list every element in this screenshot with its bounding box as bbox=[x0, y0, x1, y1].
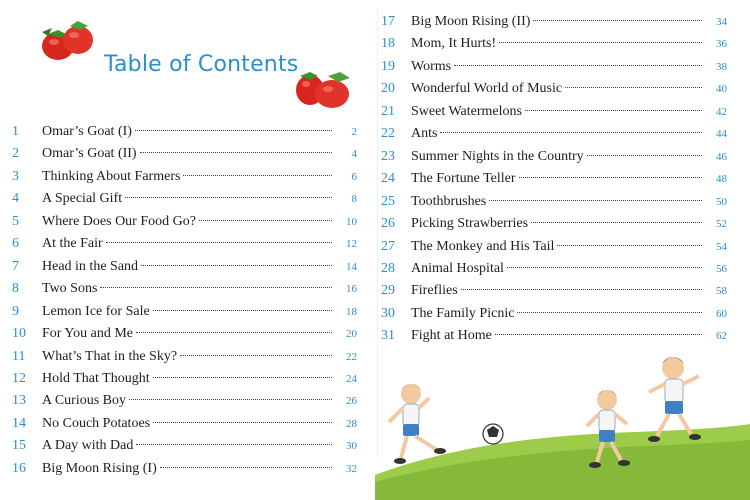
toc-entry-number: 3 bbox=[12, 168, 19, 184]
toc-leader-dots bbox=[440, 132, 702, 133]
toc-entry-page: 16 bbox=[346, 283, 357, 296]
toc-entry[interactable] bbox=[12, 191, 357, 213]
toc-entry-title: Summer Nights in the Country bbox=[411, 148, 584, 164]
toc-leader-dots bbox=[531, 222, 702, 223]
toc-entry-page: 54 bbox=[716, 240, 727, 253]
toc-entry-title: Wonderful World of Music bbox=[411, 81, 563, 97]
toc-entry-title: Lemon Ice for Sale bbox=[42, 303, 150, 319]
toc-entry-title: For You and Me bbox=[42, 326, 134, 342]
toc-entry-page: 44 bbox=[716, 128, 727, 141]
toc-entry-page: 12 bbox=[346, 238, 357, 251]
toc-entry[interactable] bbox=[12, 281, 357, 303]
toc-leader-dots bbox=[199, 220, 332, 221]
toc-entry-title: Ants bbox=[411, 126, 438, 142]
kids-playing-soccer-illustration bbox=[375, 340, 750, 500]
toc-entry-page: 52 bbox=[716, 218, 727, 231]
toc-entry-title: The Fortune Teller bbox=[411, 171, 516, 187]
toc-entry-number: 14 bbox=[12, 415, 26, 431]
page-title: Table of Contents bbox=[104, 52, 299, 77]
toc-leader-dots bbox=[141, 265, 332, 266]
toc-entry-page: 46 bbox=[716, 150, 727, 163]
toc-leader-dots bbox=[565, 87, 702, 88]
toc-entry-title: Picking Strawberries bbox=[411, 216, 529, 232]
toc-leader-dots bbox=[183, 175, 332, 176]
toc-entry-title: The Family Picnic bbox=[411, 305, 515, 321]
toc-entry[interactable] bbox=[381, 261, 727, 283]
toc-entry-number: 1 bbox=[12, 124, 19, 139]
toc-entry-title: Mom, It Hurts! bbox=[411, 36, 497, 52]
toc-entry-page: 38 bbox=[716, 60, 727, 73]
toc-leader-dots bbox=[125, 197, 332, 198]
toc-entry-page: 48 bbox=[716, 173, 727, 186]
toc-entry-title: The Monkey and His Tail bbox=[411, 238, 555, 254]
toc-leader-dots bbox=[153, 377, 332, 378]
toc-entry-number: 30 bbox=[381, 305, 395, 321]
toc-entry-title: Worms bbox=[411, 58, 452, 74]
toc-entry[interactable] bbox=[12, 214, 357, 236]
toc-entry-title: Omar’s Goat (II) bbox=[42, 146, 137, 162]
toc-entry-number: 5 bbox=[12, 213, 19, 229]
toc-entry-page: 2 bbox=[351, 126, 357, 138]
toc-entry[interactable] bbox=[381, 149, 727, 171]
toc-entry[interactable] bbox=[12, 259, 357, 281]
toc-leader-dots bbox=[153, 310, 332, 311]
toc-entry-page: 14 bbox=[346, 260, 357, 273]
toc-entry-page: 42 bbox=[716, 105, 727, 118]
toc-entry-page: 4 bbox=[351, 148, 357, 161]
toc-leader-dots bbox=[135, 130, 332, 131]
toc-entry-page: 40 bbox=[716, 83, 727, 96]
toc-entry-number: 17 bbox=[381, 14, 395, 29]
toc-entry-number: 2 bbox=[12, 146, 19, 162]
toc-leader-dots bbox=[525, 110, 702, 111]
toc-entry-number: 31 bbox=[381, 328, 395, 344]
toc-entry-page: 20 bbox=[346, 328, 357, 341]
toc-entry[interactable] bbox=[381, 104, 727, 126]
toc-entry-page: 32 bbox=[346, 462, 357, 475]
toc-entry-page: 50 bbox=[716, 195, 727, 208]
toc-entry-title: A Special Gift bbox=[42, 191, 123, 207]
toc-entry-title: Two Sons bbox=[42, 281, 98, 297]
toc-entry[interactable] bbox=[12, 304, 357, 326]
toc-leader-dots bbox=[461, 289, 702, 290]
toc-entry-number: 7 bbox=[12, 258, 19, 274]
toc-entry-number: 27 bbox=[381, 238, 395, 254]
toc-entry[interactable] bbox=[12, 461, 357, 483]
toc-entry-page: 28 bbox=[346, 417, 357, 430]
toc-entry[interactable] bbox=[12, 371, 357, 393]
toc-entry[interactable] bbox=[381, 14, 727, 36]
toc-entry-title: Omar’s Goat (I) bbox=[42, 124, 132, 139]
toc-entry[interactable] bbox=[12, 169, 357, 191]
toc-leader-dots bbox=[499, 42, 702, 43]
toc-leader-dots bbox=[587, 155, 702, 156]
toc-entry[interactable] bbox=[12, 438, 357, 460]
toc-entry-number: 11 bbox=[12, 348, 26, 364]
toc-entry-number: 22 bbox=[381, 126, 395, 142]
toc-entry-number: 9 bbox=[12, 303, 19, 319]
toc-leader-dots bbox=[100, 287, 332, 288]
toc-leader-dots bbox=[507, 267, 702, 268]
toc-entry-number: 13 bbox=[12, 393, 26, 409]
toc-entry-title: Fireflies bbox=[411, 283, 458, 299]
toc-leader-dots bbox=[557, 245, 702, 246]
toc-leader-dots bbox=[153, 422, 332, 423]
toc-entry[interactable] bbox=[12, 146, 357, 168]
strawberries-illustration-left bbox=[38, 16, 100, 64]
toc-leader-dots bbox=[160, 467, 332, 468]
toc-entry-page: 30 bbox=[346, 440, 357, 453]
toc-entry-number: 20 bbox=[381, 81, 395, 97]
toc-entry-number: 26 bbox=[381, 216, 395, 232]
toc-entry-title: At the Fair bbox=[42, 236, 103, 252]
toc-leader-dots bbox=[136, 332, 332, 333]
toc-entry-page: 6 bbox=[351, 170, 357, 183]
toc-entry-number: 24 bbox=[381, 171, 395, 187]
toc-entry-page: 22 bbox=[346, 350, 357, 363]
toc-leader-dots bbox=[495, 334, 702, 335]
toc-entry-page: 26 bbox=[346, 395, 357, 408]
toc-leader-dots bbox=[533, 20, 702, 21]
toc-entry-title: Big Moon Rising (II) bbox=[411, 14, 531, 29]
toc-entry-number: 19 bbox=[381, 58, 395, 74]
toc-entry-number: 25 bbox=[381, 193, 395, 209]
toc-entry-page: 34 bbox=[716, 16, 727, 28]
toc-entry-number: 29 bbox=[381, 283, 395, 299]
toc-entry[interactable] bbox=[381, 194, 727, 216]
toc-entry[interactable] bbox=[12, 416, 357, 438]
toc-entry-title: Toothbrushes bbox=[411, 193, 487, 209]
toc-entry-title: Thinking About Farmers bbox=[42, 168, 181, 184]
toc-entry-page: 56 bbox=[716, 262, 727, 275]
toc-entry-title: Animal Hospital bbox=[411, 260, 504, 276]
toc-entry-number: 10 bbox=[12, 326, 26, 342]
toc-entry[interactable] bbox=[12, 236, 357, 258]
toc-entry-page: 18 bbox=[346, 305, 357, 318]
toc-entry-page: 36 bbox=[716, 38, 727, 51]
toc-entry-number: 15 bbox=[12, 438, 26, 454]
toc-entry[interactable] bbox=[381, 216, 727, 238]
toc-entry[interactable] bbox=[381, 239, 727, 261]
toc-entry-number: 16 bbox=[12, 460, 26, 476]
toc-entry[interactable] bbox=[381, 81, 727, 103]
toc-entry-number: 4 bbox=[12, 191, 19, 207]
toc-entry-title: Fight at Home bbox=[411, 328, 492, 344]
toc-entry[interactable] bbox=[381, 59, 727, 81]
toc-entry[interactable] bbox=[381, 306, 727, 328]
toc-entry-title: A Curious Boy bbox=[42, 393, 127, 409]
toc-entry-title: What’s That in the Sky? bbox=[42, 348, 178, 364]
toc-entry-title: No Couch Potatoes bbox=[42, 415, 151, 431]
toc-entry-page: 24 bbox=[346, 372, 357, 385]
toc-leader-dots bbox=[129, 399, 332, 400]
toc-entry[interactable] bbox=[12, 326, 357, 348]
toc-leader-dots bbox=[454, 65, 702, 66]
toc-leader-dots bbox=[140, 152, 332, 153]
toc-entry-number: 21 bbox=[381, 103, 395, 119]
strawberries-illustration-right bbox=[292, 62, 354, 112]
toc-entry-title: Sweet Watermelons bbox=[411, 103, 522, 119]
toc-entry-title: A Day with Dad bbox=[42, 438, 134, 454]
toc-entry-number: 6 bbox=[12, 236, 19, 252]
toc-entry-number: 12 bbox=[12, 370, 26, 386]
toc-leader-dots bbox=[106, 242, 332, 243]
toc-entry-title: Where Does Our Food Go? bbox=[42, 213, 196, 229]
toc-entry[interactable] bbox=[381, 171, 727, 193]
toc-entry-page: 58 bbox=[716, 285, 727, 298]
toc-leader-dots bbox=[519, 177, 702, 178]
toc-entry-number: 18 bbox=[381, 36, 395, 52]
toc-entry-number: 23 bbox=[381, 148, 395, 164]
toc-entry-title: Big Moon Rising (I) bbox=[42, 460, 157, 476]
toc-entry-number: 28 bbox=[381, 260, 395, 276]
toc-entry[interactable] bbox=[12, 124, 357, 146]
toc-entry[interactable] bbox=[12, 393, 357, 415]
toc-leader-dots bbox=[517, 312, 702, 313]
toc-entry-page: 60 bbox=[716, 307, 727, 320]
toc-entry-number: 8 bbox=[12, 281, 19, 297]
toc-leader-dots bbox=[489, 200, 702, 201]
toc-entry[interactable] bbox=[381, 283, 727, 305]
toc-entry-title: Head in the Sand bbox=[42, 258, 139, 274]
toc-entry-title: Hold That Thought bbox=[42, 370, 150, 386]
toc-leader-dots bbox=[136, 444, 332, 445]
toc-entry-page: 62 bbox=[716, 330, 727, 343]
toc-entry[interactable] bbox=[12, 349, 357, 371]
toc-leader-dots bbox=[180, 355, 332, 356]
toc-entry[interactable] bbox=[381, 126, 727, 148]
toc-entry-page: 10 bbox=[346, 215, 357, 228]
toc-entry[interactable] bbox=[381, 36, 727, 58]
toc-entry-page: 8 bbox=[351, 193, 357, 206]
